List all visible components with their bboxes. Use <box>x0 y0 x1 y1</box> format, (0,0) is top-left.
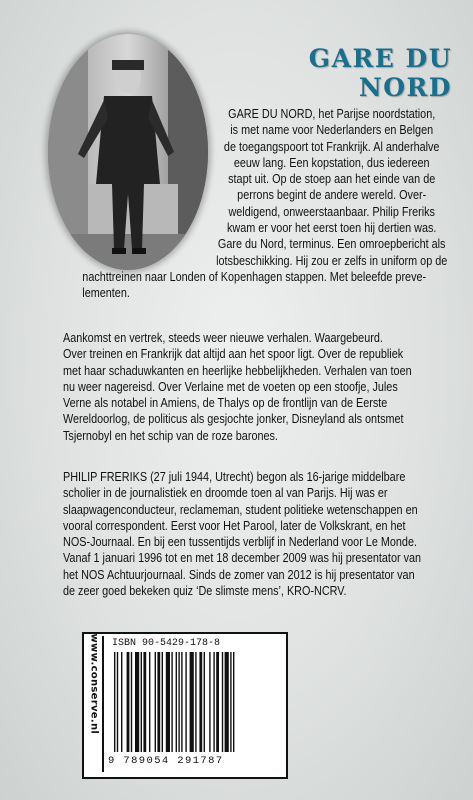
text-line: de zeer goed bekeken quiz ‘De slimste mens’, KRO-NCRV. <box>63 584 347 599</box>
publisher-site: www.conserve.nl <box>88 633 100 735</box>
text-line: lementen. <box>82 286 130 301</box>
intro-paragraph <box>82 106 456 302</box>
text-line: met haar schaduwkanten en heerlijke hebbelijkheden. Verhalen van toen <box>63 363 412 378</box>
text-line: is met name voor Nederlanders en Belgen <box>230 123 434 138</box>
summary-paragraph <box>63 330 412 444</box>
text-line: NOS-Journaal. En bij een tussentijds verblijf in Nederland voor Le Monde. <box>63 535 417 550</box>
text-line: vooral correspondent. Eerst voor Het Parool, later de Volkskrant, en het <box>63 518 406 533</box>
isbn-label: ISBN 90-5429-178-8 <box>112 638 221 649</box>
barcode-digits: 9 789054 291787 <box>108 755 224 767</box>
text-line: Wereldoorlog, de politicus als gesjochte jonker, Disneyland als ontsmet <box>63 412 404 427</box>
text-line: kwam er voor het eerst toen hij dertien was. <box>226 221 437 236</box>
text-line: Aankomst en vertrek, steeds weer nieuwe verhalen. Waargebeurd. <box>63 331 383 345</box>
author-bio-paragraph <box>63 469 421 599</box>
text-line: perrons begint de andere wereld. Over- <box>237 188 427 203</box>
text-line: PHILIP FRERIKS (27 juli 1944, Utrecht) begon als 16-jarige middelbare <box>63 470 406 484</box>
text-line: Vanaf 1 januari 1996 tot en met 18 december 2009 was hij presentator van <box>63 551 422 566</box>
text-line: Over treinen en Frankrijk dat altijd aan het spoor ligt. Over de republiek <box>63 347 404 362</box>
text-line: eeuw lang. Een kopstation, dus iedereen <box>233 155 430 170</box>
text-line: het NOS Achtuurjournaal. Sinds de zomer van 2012 is hij presentator van <box>63 567 415 582</box>
text-line: weldigend, onweerstaanbaar. Philip Freriks <box>228 204 435 219</box>
text-line: slaapwagenconducteur, reclameman, student politieke wetenschappen en <box>63 502 418 517</box>
book-title: GARE DU NORD <box>308 44 452 102</box>
text-line: nachttreinen naar Londen of Kopenhagen stappen. Met beleefde preve- <box>82 269 427 284</box>
text-line: Verne als notabel in Amiens, de Thalys op de frontlijn van de Eerste <box>63 396 388 411</box>
barcode-icon <box>112 652 278 754</box>
text-line: GARE DU NORD, het Parijse noordstation, <box>228 107 436 121</box>
text-line: lotsbeschikking. Hij zou er zelfs in uniform op de <box>216 253 448 268</box>
text-line: stapt uit. Op de stoep aan het einde van de <box>228 172 436 187</box>
text-line: Tsjernobyl en het schip van de roze barones. <box>63 428 278 443</box>
text-line: scholier in de journalistiek en droomde toen al van Parijs. Hij was er <box>63 486 388 501</box>
publisher-site-strip <box>86 633 104 772</box>
text-line: Gare du Nord, terminus. Een omroepbericht als <box>217 237 446 252</box>
text-line: nu weer nagereisd. Over Verlaine met de voeten op een stoofje, Jules <box>63 379 398 394</box>
text-line: de toegangspoort tot Frankrijk. Al anderhalve <box>223 139 440 154</box>
author-photo <box>48 34 208 270</box>
